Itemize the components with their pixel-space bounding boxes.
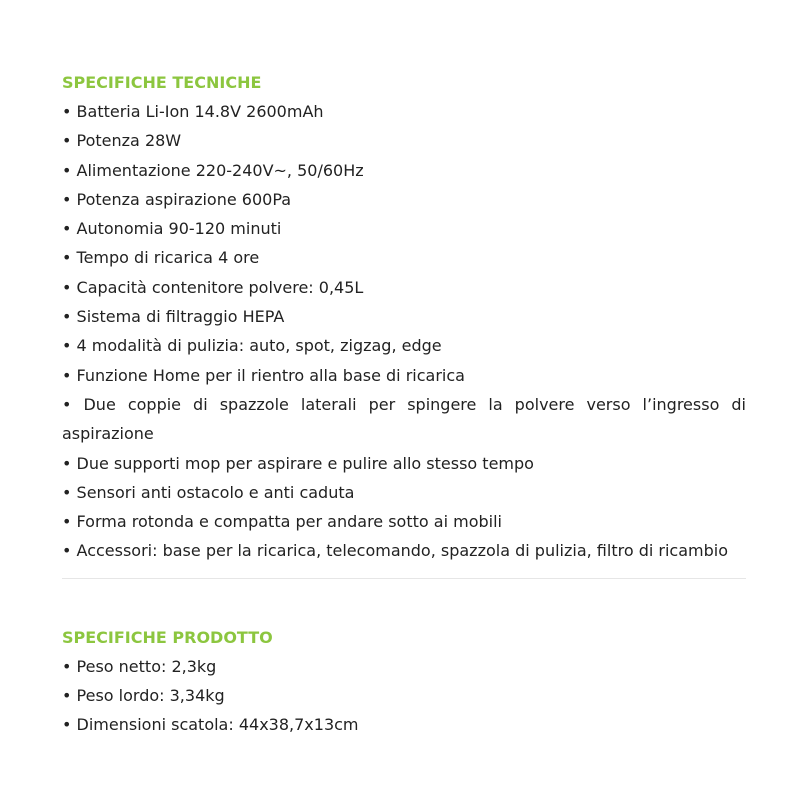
list-item [62,156,746,185]
bullet-icon: • [62,541,72,561]
list-item [62,185,746,214]
product-specs-title: SPECIFICHE PRODOTTO [62,627,273,647]
bullet-icon: • [62,686,72,706]
list-item [62,302,746,331]
list-item [62,273,746,302]
list-item-text: Autonomia 90-120 minuti [76,219,282,239]
list-item [62,449,746,478]
list-item-text: Sistema di filtraggio HEPA [76,307,285,327]
list-item-text: Sensori anti ostacolo e anti caduta [76,482,355,502]
bullet-icon: • [62,656,72,676]
product-specs-list [62,652,746,740]
section-divider [62,578,746,579]
list-item-text: Batteria Li-Ion 14.8V 2600mAh [76,102,324,121]
list-item-text: Potenza 28W [76,131,182,151]
bullet-icon: • [62,160,72,180]
bullet-icon: • [62,102,72,121]
list-item-text: Due supporti mop per aspirare e pulire allo stesso tempo [76,453,534,473]
technical-specs-list [62,97,746,566]
list-item [62,507,746,536]
bullet-icon: • [62,512,72,532]
list-item [62,361,746,390]
technical-specs-title: SPECIFICHE TECNICHE [62,73,262,92]
list-item [62,390,746,449]
bullet-icon: • [62,394,72,414]
list-item-text: Due coppie di spazzole laterali per spingere la polvere verso l’ingresso di aspirazione [62,394,746,444]
bullet-icon: • [62,248,72,268]
list-item-text: Potenza aspirazione 600Pa [76,189,292,209]
technical-specs-section [62,68,746,566]
list-item [62,243,746,272]
list-item-text: Funzione Home per il rientro alla base di ricarica [76,365,465,385]
list-item-text: Accessori: base per la ricarica, telecomando, spazzola di pulizia, filtro di ricambio [76,541,728,561]
bullet-icon: • [62,365,72,385]
bullet-icon: • [62,189,72,209]
list-item [62,652,746,681]
list-item [62,478,746,507]
bullet-icon: • [62,482,72,502]
list-item [62,536,746,565]
bullet-icon: • [62,715,72,735]
list-item-text: Capacità contenitore polvere: 0,45L [76,277,364,297]
bullet-icon: • [62,219,72,239]
list-item [62,681,746,710]
list-item-text: Dimensioni scatola: 44x38,7x13cm [76,715,359,735]
list-item-text: Forma rotonda e compatta per andare sotto ai mobili [76,512,502,532]
list-item-text: Peso lordo: 3,34kg [76,686,225,706]
bullet-icon: • [62,336,72,356]
list-item [62,214,746,243]
list-item-text: Tempo di ricarica 4 ore [76,248,260,268]
bullet-icon: • [62,277,72,297]
bullet-icon: • [62,131,72,151]
list-item [62,126,746,155]
bullet-icon: • [62,307,72,327]
list-item [62,710,746,739]
list-item-text: Alimentazione 220-240V~, 50/60Hz [76,160,364,180]
specifications-content [62,68,746,740]
list-item-text: 4 modalità di pulizia: auto, spot, zigzag, edge [76,336,442,356]
list-item-text: Peso netto: 2,3kg [76,656,217,676]
product-specs-section [62,623,746,740]
bullet-icon: • [62,453,72,473]
list-item [62,331,746,360]
list-item [62,97,746,126]
